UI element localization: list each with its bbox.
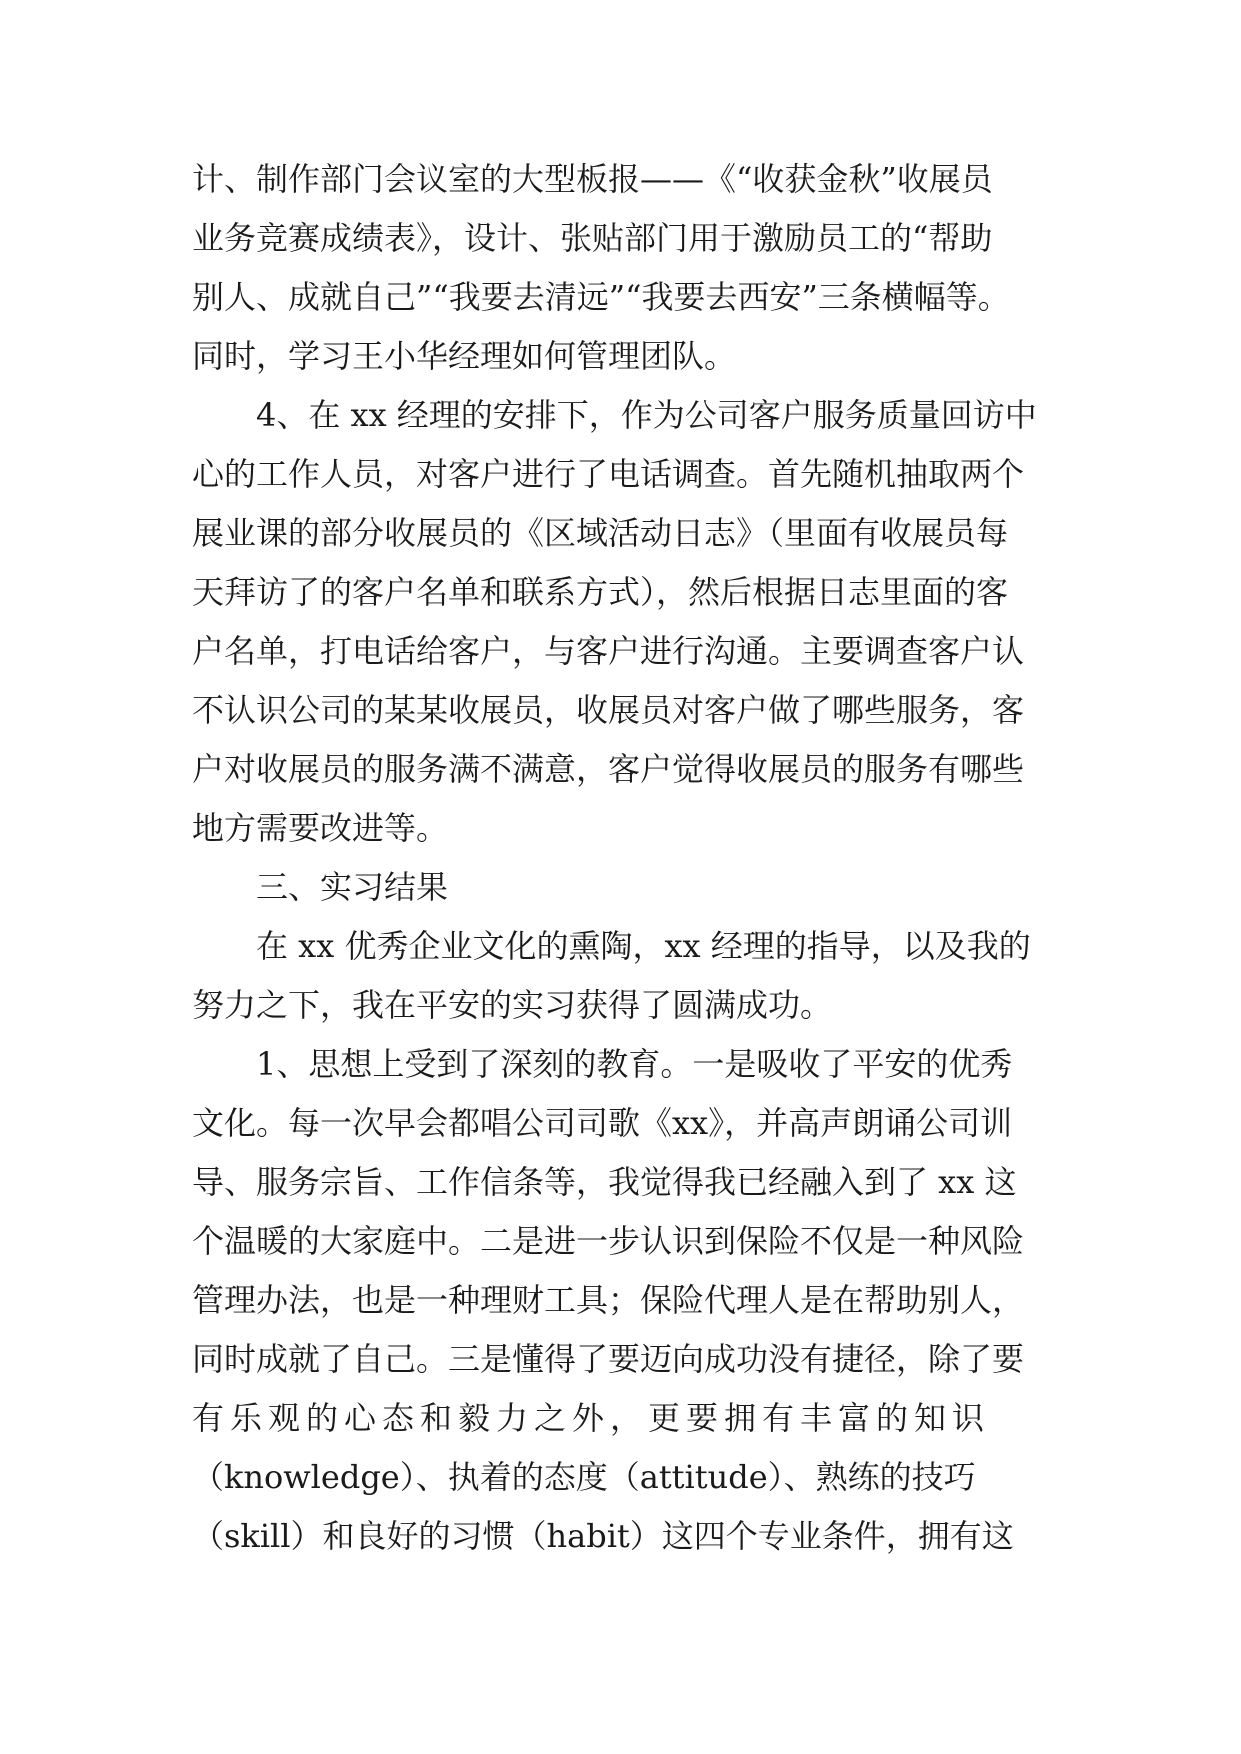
text-line: 业务竞赛成绩表》，设计、张贴部门用于激励员工的“帮助 (192, 219, 993, 257)
text-line: 心的工作人员，对客户进行了电话调查。首先随机抽取两个 (192, 455, 1025, 493)
text-line: 在 xx 优秀企业文化的熏陶，xx 经理的指导，以及我的 (256, 927, 1031, 965)
text-line: 天拜访了的客户名单和联系方式），然后根据日志里面的客 (192, 573, 1009, 611)
body-text (192, 150, 1052, 1566)
text-line: 同时成就了自己。三是懂得了要迈向成功没有捷径，除了要 (192, 1340, 1025, 1378)
text-line: 地方需要改进等。 (192, 809, 449, 847)
text-line: 文化。每一次早会都唱公司司歌《xx》，并高声朗诵公司训 (192, 1104, 1013, 1142)
text-line: 个温暖的大家庭中。二是进一步认识到保险不仅是一种风险 (192, 1222, 1025, 1260)
text-line: 不认识公司的某某收展员，收展员对客户做了哪些服务，客 (192, 691, 1025, 729)
text-line: 户名单，打电话给客户，与客户进行沟通。主要调查客户认 (192, 632, 1025, 670)
text-line: 户对收展员的服务满不满意，客户觉得收展员的服务有哪些 (192, 750, 1025, 788)
text-line: 4、在 xx 经理的安排下，作为公司客户服务质量回访中 (256, 396, 1037, 434)
text-line: 导、服务宗旨、工作信条等，我觉得我已经融入到了 xx 这 (192, 1163, 1017, 1201)
text-line: 计、制作部门会议室的大型板报——《“收获金秋”收展员 (192, 160, 993, 198)
text-line: 同时，学习王小华经理如何管理团队。 (192, 337, 737, 375)
text-line: 展业课的部分收展员的《区域活动日志》（里面有收展员每 (192, 514, 1009, 552)
text-line: 别人、成就自己”“我要去清远”“我要去西安”三条横幅等。 (192, 278, 1010, 316)
text-line: 努力之下，我在平安的实习获得了圆满成功。 (192, 986, 833, 1024)
text-line: 管理办法，也是一种理财工具；保险代理人是在帮助别人， (192, 1281, 1025, 1319)
text-line: 1、思想上受到了深刻的教育。一是吸收了平安的优秀 (256, 1045, 1013, 1083)
section-heading: 三、实习结果 (256, 868, 449, 906)
text-line: 有乐观的心态和毅力之外，更要拥有丰富的知识 (192, 1399, 991, 1437)
text-line: （skill）和良好的习惯（habit）这四个专业条件，拥有这 (192, 1517, 1014, 1555)
text-line: （knowledge）、执着的态度（attitude）、熟练的技巧 (192, 1458, 976, 1496)
